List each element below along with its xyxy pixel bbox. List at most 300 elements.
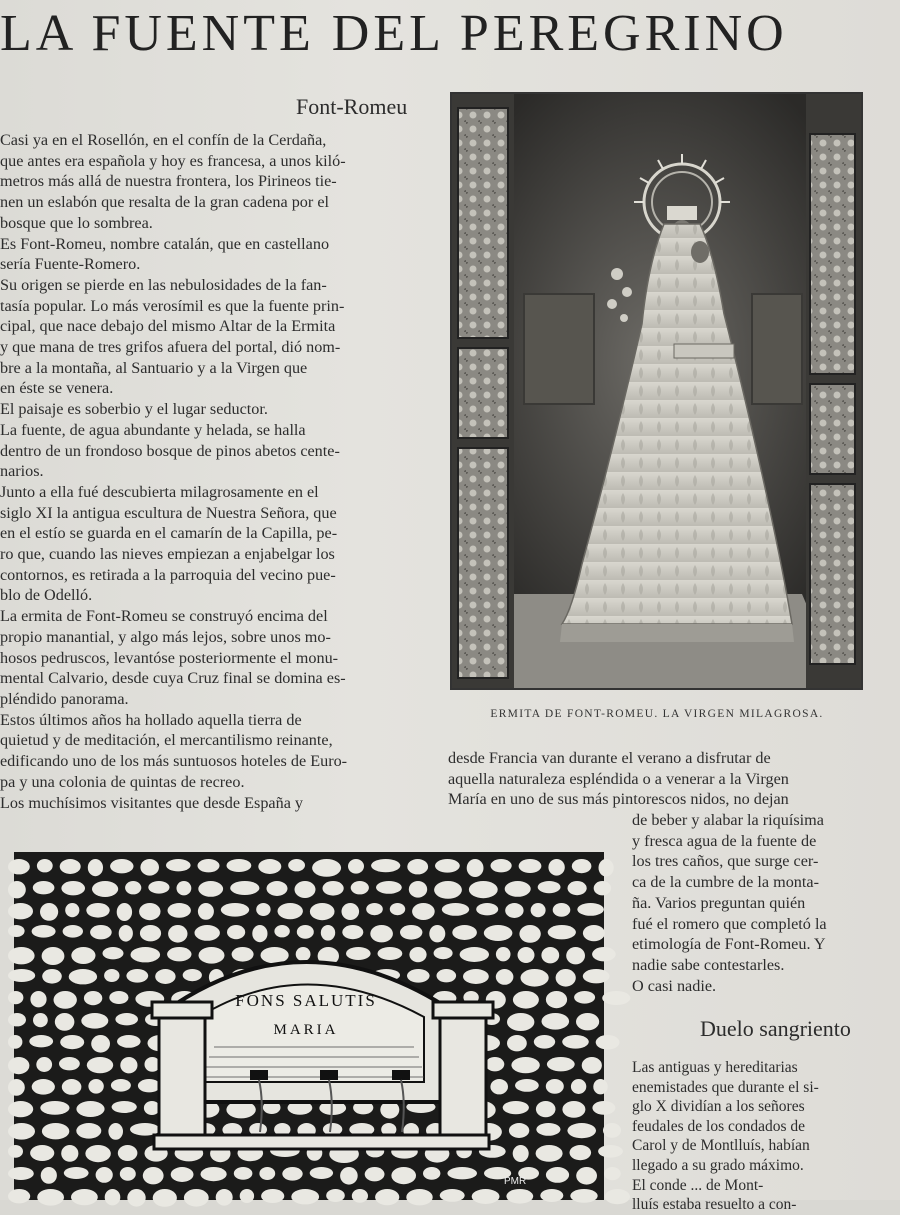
cobblestone [391,1167,416,1184]
text-line: aquella naturaleza espléndida o a venerar a la Virgen [448,769,789,788]
text-line: lluís estaba resuelto a con- [632,1196,797,1214]
cobblestone [252,925,267,942]
cobblestone [310,903,335,920]
cobblestone [536,1101,556,1117]
cobblestone [390,903,405,915]
cobblestone [340,1167,358,1185]
cobblestone [64,1167,89,1179]
text-line: Carol y de Montlluís, habían [632,1137,810,1155]
cobblestone [506,1189,533,1204]
text-line: los tres caños, que surge cer- [632,852,819,871]
cobblestone [42,1123,69,1139]
cobblestone [541,947,559,963]
cobblestone [86,903,109,918]
text-line: La fuente, de agua abundante y helada, se halla [0,420,306,439]
cobblestone [221,903,249,917]
cobblestone [542,1013,570,1030]
text-line: ro que, cuando las nieves empiezan a enjabelgar los [0,545,335,564]
cobblestone [91,1035,110,1053]
cobblestone [110,859,133,873]
cobblestone [234,1167,253,1180]
text-line: Es Font-Romeu, nombre catalán, que en castellano [0,234,330,253]
cobblestone [62,1079,82,1095]
cobblestone [155,969,175,984]
text-line: bosque que lo sombrea. [0,213,153,232]
cobblestone [119,925,133,942]
cobblestone [55,1013,75,1031]
cobblestone [507,1035,527,1051]
cobblestone [76,1101,104,1117]
cobblestone [120,1057,137,1073]
cobblestone [125,881,141,894]
text-line: tasía popular. Lo más verosímil es que la fuente prin- [0,296,345,315]
cobblestone [36,1057,52,1072]
cobblestone [8,1013,26,1026]
cobblestone [509,1123,529,1138]
text-line: La ermita de Font-Romeu se construyó encima del [0,607,328,626]
cobblestone [519,859,542,873]
article-title: LA FUENTE DEL PEREGRINO [0,5,788,62]
cobblestone [409,881,427,898]
cobblestone [486,1057,505,1071]
cobblestone [8,1123,35,1140]
text-line: Estos últimos años ha hollado aquella tierra de [0,710,302,729]
cobblestone [8,1167,34,1180]
cobblestone [571,1079,586,1094]
text-line: de beber y alabar la riquísima [632,811,824,829]
cobblestone [562,1035,589,1049]
cobblestone [278,903,303,919]
cobblestone [126,969,148,983]
inscription-maria: MARIA [273,1022,339,1038]
cobblestone [536,1123,560,1136]
cobblestone [326,1189,345,1202]
cobblestone [41,1167,57,1184]
cobblestone [112,1101,137,1113]
cobblestone [412,903,435,920]
cobblestone [65,903,79,917]
cobblestone [8,969,35,982]
cobblestone [32,925,56,938]
cobblestone [515,1079,539,1092]
cobblestone [8,1101,33,1117]
cobblestone [437,969,457,982]
cobblestone [562,1101,585,1118]
cobblestone [96,1167,113,1183]
text-line: ña. Varios preguntan quién [632,893,806,912]
cobblestone [568,881,587,895]
cobblestone [536,1145,563,1162]
cobblestone [534,1035,555,1049]
cobblestone [583,969,610,983]
cobblestone [76,1123,101,1139]
cobblestone [594,881,611,895]
cobblestone [199,947,225,964]
cobblestone [323,881,344,896]
cobblestone [177,881,192,895]
cobblestone [505,903,523,918]
cobblestone [111,1079,131,1092]
cobblestone [321,925,335,941]
text-line: El paisaje es soberbio y el lugar seductor. [0,400,268,419]
cobblestone [261,1189,284,1203]
cobblestone [148,881,169,894]
cobblestone [312,859,341,877]
cobblestone [352,1189,368,1203]
cobblestone [118,1145,138,1161]
cobblestone [230,881,259,895]
cobblestone [447,1167,477,1179]
cobblestone [295,881,316,898]
cobblestone [37,859,53,872]
text-line: Las antiguas y hereditarias [632,1059,798,1076]
cobblestone [8,991,23,1004]
cobblestone [184,1189,209,1207]
cobblestone [104,969,119,982]
cobblestone [429,925,445,942]
cobblestone [259,1167,275,1180]
cobblestone [342,903,360,920]
cobblestone [378,947,403,960]
cobblestone [40,1101,69,1115]
text-line: bre a la montaña, al Santuario y a la Virgen que [0,358,308,377]
cobblestone [71,1189,98,1205]
text-line: Junto a ella fué descubierta milagrosamente en el [0,482,319,501]
cobblestone [409,947,426,962]
text-line: pa y una colonia de quintas de recreo. [0,772,245,791]
cobblestone [576,1013,599,1030]
cobblestone [288,859,305,871]
cobblestone [503,1101,529,1114]
cobblestone [227,859,252,872]
cobblestone [267,881,288,896]
text-line: feudales de los condados de [632,1117,806,1135]
text-line: quietud y de meditación, el mercantilismo reinante, [0,731,333,750]
text-line: dentro de un frondoso bosque de pinos abetos cente- [0,441,340,460]
cobblestone [138,1079,160,1092]
cobblestone [603,1123,621,1138]
text-line: siglo XI la antigua escultura de Nuestra Señora, que [0,503,337,522]
cobblestone [117,1035,141,1048]
cobblestone [567,1123,596,1138]
cobblestone [37,1189,64,1206]
cobblestone [42,969,62,984]
cobblestone [570,1189,597,1203]
cobblestone [139,903,160,920]
cobblestone [274,925,289,937]
cobblestone [407,969,430,983]
cobblestone [490,1079,508,1094]
cobblestone [8,1189,30,1203]
cobblestone [342,925,363,939]
cobblestone [227,925,245,939]
cobblestone [375,1189,399,1205]
inscription-fons-salutis: FONS SALUTIS [235,991,377,1010]
text-line: nadie sabe contestarles. [632,955,785,974]
cobblestone [120,1167,136,1181]
cobblestone [371,859,400,872]
cobblestone [599,859,614,877]
cobblestone [434,881,462,899]
cobblestone [596,1035,620,1050]
cobblestone [574,991,595,1004]
cobblestone [40,903,58,921]
cobblestone [90,925,112,939]
cobblestone [30,991,46,1007]
cobblestone [546,1079,564,1094]
cobblestone [452,925,477,940]
cobblestone [8,1057,29,1074]
virgin-photo [450,92,863,690]
cobblestone [351,881,369,894]
cobblestone [54,991,77,1009]
text-line: en el estío se guarda en el camarín de la Capilla, pe- [0,524,338,543]
text-line: y fresca agua de la fuente de [632,831,817,850]
cobblestone [496,947,511,961]
cobblestone [84,991,102,1005]
cobblestone [198,881,223,897]
cobblestone [8,859,30,874]
cobblestone [469,881,498,898]
cobblestone [546,1167,569,1183]
cobblestone [370,925,393,942]
cobblestone [296,947,311,961]
cobblestone [105,1189,121,1205]
cobblestone [183,969,202,981]
cobblestone [261,947,289,963]
article-column-right-middle [632,810,865,996]
cobblestone [166,859,191,871]
cobblestone [131,947,161,962]
text-line: narios. [0,462,44,481]
cobblestone [232,947,254,962]
text-line: pléndido panorama. [0,689,129,708]
virgin-statue-image [452,94,861,688]
cobblestone [240,1189,254,1203]
cobblestone [434,947,453,959]
text-line: Los muchísimos visitantes que desde España y [0,793,304,812]
cobblestone [476,903,498,915]
cobblestone [140,859,159,876]
cobblestone [538,881,561,893]
text-line: Su origen se pierde en las nebulosidades de la fan- [0,275,327,294]
cobblestone [491,859,512,872]
cobblestone [127,1189,145,1207]
text-line: mental Calvario, desde cuya Cruz final se domina es- [0,669,346,688]
text-line: edificando uno de los más suntuosos hoteles de Euro- [0,752,348,771]
cobblestone [577,903,604,916]
text-line: Casi ya en el Rosellón, en el confín de la Cerdaña, [0,131,327,149]
cobblestone [8,881,26,898]
text-line: que antes era española y hoy es francesa, a unos kiló- [0,151,346,170]
cobblestone [85,1145,110,1162]
cobblestone [108,1123,123,1140]
cobblestone [511,1057,539,1073]
text-line: blo de Odelló. [0,586,93,605]
cobblestone [256,903,270,916]
cobblestone [548,859,564,876]
cobblestone [576,1167,597,1185]
cobblestone [440,1189,465,1202]
cobblestone [258,859,281,874]
text-line: metros más allá de nuestra frontera, los Pirineos tie- [0,172,337,191]
cobblestone [518,947,535,963]
cobblestone [115,1013,138,1025]
cobblestone [521,969,549,987]
cobblestone [33,1013,48,1027]
cobblestone [513,991,539,1009]
cobblestone [366,903,383,915]
cobblestone [69,969,97,984]
cobblestone [60,859,81,874]
text-line: llegado a su grado máximo. [632,1156,804,1174]
cobblestone [92,881,118,897]
text-line: nen un eslabón que resalta de la gran cadena por el [0,193,329,212]
cobblestone [81,1013,108,1029]
cobblestone [407,859,428,874]
fountain-illustration [14,852,604,1200]
text-line: en éste se venera. [0,379,114,398]
cobblestone [198,903,214,920]
text-line: María en uno de sus más pintorescos nidos, no dejan [448,790,789,809]
cobblestone [531,903,546,917]
cobblestone [605,1189,630,1204]
cobblestone [348,859,364,874]
cobblestone [547,1057,575,1071]
cobblestone [406,1189,432,1205]
section-heading-font-romeu: Font-Romeu [296,94,408,119]
cobblestone [604,1167,621,1180]
cobblestone [168,925,187,943]
cobblestone [63,925,83,938]
cobblestone [582,1057,602,1074]
cobblestone [442,903,469,916]
cobblestone [33,881,55,894]
cobblestone [71,947,95,964]
cobblestone [88,1079,103,1094]
text-line: y que mana de tres grifos afuera del portal, dió nom- [0,338,341,357]
cobblestone [519,925,540,943]
cobblestone [291,1189,319,1204]
cobblestone [435,859,460,873]
cobblestone [168,903,191,918]
cobblestone [460,947,489,962]
cobblestone [88,859,103,876]
cobblestone [540,1189,563,1202]
text-line: desde Francia van durante el verano a disfrutar de [448,749,771,767]
cobblestone [61,1145,78,1162]
cobblestone [496,969,514,985]
cobblestone [8,947,35,964]
illustrator-signature: PMR [504,1176,527,1187]
cobblestone [592,947,616,961]
photo-caption: ERMITA DE FONT-ROMEU. LA VIRGEN MILAGROSA. [490,708,824,720]
text-line: glo X dividían a los señores [632,1098,805,1116]
text-line: etimología de Font-Romeu. Y [632,935,826,954]
cobblestone [198,859,220,872]
cobblestone [572,859,592,873]
text-line: ca de la cumbre de la monta- [632,873,819,892]
cobblestone [8,903,33,919]
cobblestone [400,925,422,940]
cobblestone [598,1145,623,1158]
cobblestone [553,903,571,917]
cobblestone [195,925,220,941]
cobblestone [117,903,132,921]
cobblestone [153,1189,177,1207]
cobblestone [376,881,402,894]
text-line: El conde ... de Mont- [632,1176,764,1194]
cobblestone [548,925,576,939]
cobblestone [592,1101,615,1115]
article-column-right-upper [448,748,865,810]
cobblestone [570,1145,592,1160]
text-line: hosos pedruscos, levantóse posteriormente el monu- [0,648,339,667]
cobblestone [297,925,314,939]
cobblestone [602,991,630,1005]
cobblestone [30,1145,54,1161]
article-column-right-lower [632,1058,865,1215]
cobblestone [61,881,85,895]
cobblestone [593,1079,607,1094]
cobblestone [42,947,65,965]
cobblestone [346,947,371,960]
article-column-left [0,130,420,813]
cobblestone [8,1035,22,1049]
cobblestone [505,881,531,897]
cobblestone [140,925,161,941]
cobblestone [472,1189,500,1204]
cobblestone [513,1145,529,1162]
cobblestone [87,1057,113,1073]
cobblestone [167,947,191,961]
cobblestone [507,1013,534,1031]
cobblestone [463,969,489,984]
cobblestone [143,1167,164,1184]
cobblestone [59,1057,80,1070]
cobblestone [546,991,567,1008]
cobblestone [29,1035,53,1047]
cobblestone [109,991,128,1004]
cobblestone [216,1189,233,1206]
cobblestone [310,1167,333,1179]
cobblestone [60,1035,84,1049]
section-heading-duelo: Duelo sangriento [700,1016,851,1041]
cobblestone [103,947,124,959]
text-line: enemistades que durante el si- [632,1078,819,1096]
cobblestone [583,925,605,941]
cobblestone [32,1079,55,1095]
cobblestone [556,969,576,987]
cobblestone [8,1079,25,1096]
text-line: propio manantial, y algo más lejos, sobre unos mo- [0,627,331,646]
cobblestone [282,1167,302,1181]
text-line: O casi nadie. [632,976,717,995]
cobblestone [566,947,585,964]
cobblestone [467,859,484,877]
cobblestone [8,925,25,937]
cobblestone [423,1167,440,1180]
cobblestone [8,1145,23,1158]
text-line: fué el romero que completó la [632,914,827,933]
cobblestone [171,1167,194,1182]
cobblestone [201,1167,227,1181]
cobblestone [365,1167,385,1181]
text-line: sería Fuente-Romero. [0,255,141,274]
text-line: contornos, es retirada a la parroquia del vecino pue- [0,565,336,584]
text-line: cipal, que nace debajo del mismo Altar de la Ermita [0,317,336,336]
cobblestone [484,925,513,941]
